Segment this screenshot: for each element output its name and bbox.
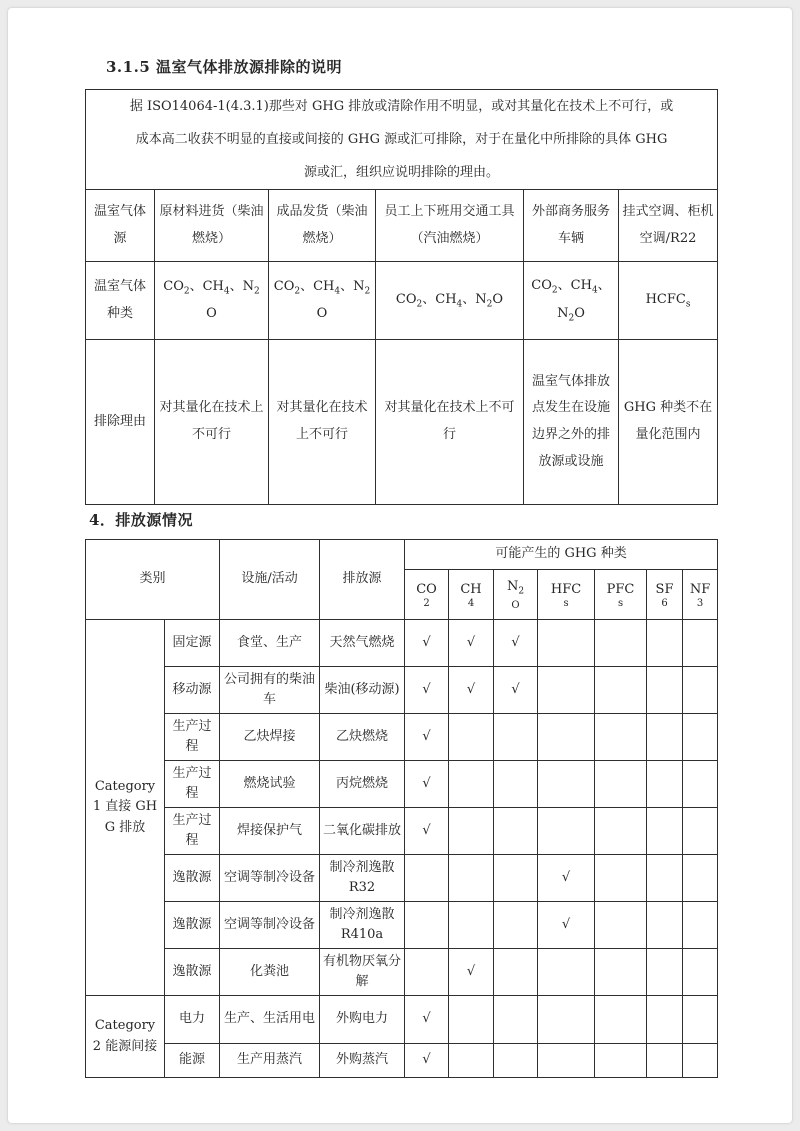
check-cell xyxy=(595,855,647,902)
emission-source-cell: 天然气燃烧 xyxy=(320,620,405,667)
source-type-cell: 移动源 xyxy=(165,667,220,714)
check-cell xyxy=(683,808,718,855)
check-cell xyxy=(494,761,538,808)
facility-cell: 生产、生活用电 xyxy=(220,996,320,1044)
table-row xyxy=(86,996,718,1044)
facility-cell: 食堂、生产 xyxy=(220,620,320,667)
check-cell xyxy=(683,996,718,1044)
gas-symbol: HFC xyxy=(550,581,582,597)
check-cell: √ xyxy=(538,855,595,902)
check-cell xyxy=(449,714,494,761)
ghg-source-cell: 员工上下班用交通工具（汽油燃烧） xyxy=(376,190,524,262)
exclusion-reason-cell: 对其量化在技术上不可行 xyxy=(376,340,524,505)
row-label-exclusion-reason: 排除理由 xyxy=(86,340,155,505)
table-row xyxy=(86,190,718,262)
check-cell xyxy=(683,761,718,808)
check-cell xyxy=(494,808,538,855)
check-cell xyxy=(647,714,683,761)
check-cell: √ xyxy=(494,620,538,667)
gas-subscript: O xyxy=(511,600,520,612)
table-row xyxy=(86,949,718,996)
check-cell: √ xyxy=(449,667,494,714)
exclusion-reason-cell: 对其量化在技术上不可行 xyxy=(269,340,376,505)
check-cell: √ xyxy=(405,1044,449,1078)
source-type-cell: 能源 xyxy=(165,1044,220,1078)
emission-source-table xyxy=(85,539,718,1078)
emission-source-cell: 外购蒸汽 xyxy=(320,1044,405,1078)
table-row xyxy=(86,90,718,190)
check-cell xyxy=(595,714,647,761)
check-cell xyxy=(449,1044,494,1078)
check-cell xyxy=(538,808,595,855)
facility-cell: 焊接保护气 xyxy=(220,808,320,855)
source-type-cell: 逸散源 xyxy=(165,855,220,902)
exclusion-reason-cell: 对其量化在技术上不可行 xyxy=(155,340,269,505)
col-header-n2o xyxy=(494,570,538,620)
check-cell xyxy=(494,855,538,902)
check-cell xyxy=(595,902,647,949)
check-cell xyxy=(405,902,449,949)
check-cell: √ xyxy=(449,620,494,667)
col-header-co2 xyxy=(405,570,449,620)
check-cell xyxy=(595,667,647,714)
gas-symbol: PFC xyxy=(606,581,635,597)
check-cell: √ xyxy=(494,667,538,714)
exclusion-table xyxy=(85,89,718,505)
check-cell xyxy=(683,620,718,667)
facility-cell: 空调等制冷设备 xyxy=(220,855,320,902)
ghg-species-cell: $CO_2$、$CH_4$、$N_2O$ xyxy=(155,262,269,340)
table-row xyxy=(86,855,718,902)
col-header-nf3 xyxy=(683,570,718,620)
check-cell xyxy=(683,714,718,761)
col-header-facility: 设施/活动 xyxy=(220,540,320,620)
gas-subscript: s xyxy=(563,597,569,609)
check-cell xyxy=(494,1044,538,1078)
col-header-ghg-group: 可能产生的 GHG 种类 xyxy=(405,540,718,570)
check-cell xyxy=(647,949,683,996)
facility-cell: 空调等制冷设备 xyxy=(220,902,320,949)
table-row xyxy=(86,262,718,340)
intro-line-3: 源或汇，组织应说明排除的理由。 xyxy=(304,165,500,180)
gas-symbol: NF xyxy=(689,581,711,597)
document-sheet xyxy=(7,7,793,1124)
check-cell xyxy=(538,761,595,808)
check-cell xyxy=(647,667,683,714)
col-header-hfcs xyxy=(538,570,595,620)
table-row xyxy=(86,902,718,949)
check-cell xyxy=(683,949,718,996)
check-cell xyxy=(538,620,595,667)
ghg-source-cell: 挂式空调、柜机空调/R22 xyxy=(619,190,718,262)
source-type-cell: 生产过程 xyxy=(165,714,220,761)
exclusion-reason-cell: 温室气体排放点发生在设施边界之外的排放源或设施 xyxy=(524,340,619,505)
emission-source-cell: 乙炔燃烧 xyxy=(320,714,405,761)
check-cell xyxy=(683,902,718,949)
ghg-species-cell: $HCFC_s$ xyxy=(619,262,718,340)
check-cell xyxy=(647,855,683,902)
gas-symbol: CH xyxy=(460,581,482,597)
facility-cell: 化粪池 xyxy=(220,949,320,996)
ghg-species-cell: $CO_2$、$CH_4$、$N_2O$ xyxy=(524,262,619,340)
emission-source-cell: 丙烷燃烧 xyxy=(320,761,405,808)
table-row xyxy=(86,1044,718,1078)
check-cell: √ xyxy=(449,949,494,996)
check-cell xyxy=(449,761,494,808)
row-label-ghg-species: 温室气体种类 xyxy=(86,262,155,340)
check-cell xyxy=(647,996,683,1044)
table-row xyxy=(86,667,718,714)
check-cell xyxy=(647,1044,683,1078)
ghg-species-cell: $CO_2$、$CH_4$、$N_2O$ xyxy=(269,262,376,340)
check-cell: √ xyxy=(405,808,449,855)
check-cell xyxy=(683,1044,718,1078)
gas-subscript: 4 xyxy=(467,597,475,609)
check-cell xyxy=(449,855,494,902)
facility-cell: 燃烧试验 xyxy=(220,761,320,808)
check-cell xyxy=(449,996,494,1044)
check-cell xyxy=(647,808,683,855)
check-cell xyxy=(494,902,538,949)
row-label-ghg-source: 温室气体源 xyxy=(86,190,155,262)
check-cell: √ xyxy=(405,714,449,761)
check-cell xyxy=(647,761,683,808)
emission-source-cell: 外购电力 xyxy=(320,996,405,1044)
source-type-cell: 逸散源 xyxy=(165,902,220,949)
check-cell xyxy=(595,620,647,667)
check-cell xyxy=(449,808,494,855)
gas-symbol: $N_2$ xyxy=(506,578,525,597)
emission-source-cell: 制冷剂逸散 R32 xyxy=(320,855,405,902)
intro-line-2: 成本高二收获不明显的直接或间接的 GHG 源或汇可排除，对于在量化中所排除的具体 GHG xyxy=(135,132,668,147)
check-cell: √ xyxy=(405,996,449,1044)
col-header-category: 类别 xyxy=(86,540,220,620)
check-cell: √ xyxy=(405,667,449,714)
col-header-sf6 xyxy=(647,570,683,620)
section-heading-4: 4．排放源情况 xyxy=(89,511,193,529)
emission-source-cell: 柴油(移动源) xyxy=(320,667,405,714)
source-type-cell: 生产过程 xyxy=(165,808,220,855)
gas-subscript: 2 xyxy=(423,597,430,609)
check-cell xyxy=(538,996,595,1044)
check-cell xyxy=(647,620,683,667)
check-cell xyxy=(494,714,538,761)
table-row xyxy=(86,761,718,808)
col-header-pfcs xyxy=(595,570,647,620)
source-type-cell: 固定源 xyxy=(165,620,220,667)
check-cell xyxy=(595,949,647,996)
facility-cell: 公司拥有的柴油车 xyxy=(220,667,320,714)
ghg-source-cell: 原材料进货（柴油燃烧） xyxy=(155,190,269,262)
category-2-cell: Category 2 能源间接 xyxy=(86,996,165,1078)
check-cell xyxy=(494,949,538,996)
check-cell: √ xyxy=(538,902,595,949)
table-row xyxy=(86,714,718,761)
check-cell xyxy=(647,902,683,949)
check-cell xyxy=(538,1044,595,1078)
emission-source-cell: 制冷剂逸散 R410a xyxy=(320,902,405,949)
check-cell xyxy=(683,855,718,902)
ghg-source-cell: 外部商务服务车辆 xyxy=(524,190,619,262)
gas-symbol: SF xyxy=(655,581,674,597)
check-cell xyxy=(405,949,449,996)
source-type-cell: 生产过程 xyxy=(165,761,220,808)
source-type-cell: 逸散源 xyxy=(165,949,220,996)
table-row xyxy=(86,620,718,667)
intro-line-1: 据 ISO14064-1(4.3.1)那些对 GHG 排放或清除作用不明显，或对其量化在技术上不可行，或 xyxy=(129,99,674,114)
check-cell xyxy=(538,714,595,761)
gas-subscript: 3 xyxy=(696,597,704,609)
check-cell: √ xyxy=(405,761,449,808)
facility-cell: 乙炔焊接 xyxy=(220,714,320,761)
col-header-source: 排放源 xyxy=(320,540,405,620)
check-cell xyxy=(405,855,449,902)
check-cell xyxy=(538,667,595,714)
check-cell xyxy=(595,761,647,808)
gas-subscript: 6 xyxy=(661,597,668,609)
table-row xyxy=(86,808,718,855)
check-cell: √ xyxy=(405,620,449,667)
gas-subscript: s xyxy=(617,597,624,609)
ghg-species-cell: $CO_2$、$CH_4$、$N_2O$ xyxy=(376,262,524,340)
section-heading-315: 3.1.5 温室气体排放源排除的说明 xyxy=(106,58,342,76)
exclusion-intro-cell xyxy=(86,90,718,190)
emission-source-cell: 二氧化碳排放 xyxy=(320,808,405,855)
check-cell xyxy=(595,996,647,1044)
exclusion-reason-cell: GHG 种类不在量化范围内 xyxy=(619,340,718,505)
check-cell xyxy=(449,902,494,949)
table-header-row xyxy=(86,540,718,570)
gas-symbol: CO xyxy=(416,581,437,597)
category-1-cell: Category 1 直接 GHG 排放 xyxy=(86,620,165,996)
check-cell xyxy=(683,667,718,714)
check-cell xyxy=(538,949,595,996)
ghg-source-cell: 成品发货（柴油燃烧） xyxy=(269,190,376,262)
check-cell xyxy=(595,1044,647,1078)
col-header-ch4 xyxy=(449,570,494,620)
check-cell xyxy=(595,808,647,855)
emission-source-cell: 有机物厌氧分解 xyxy=(320,949,405,996)
table-row xyxy=(86,340,718,505)
facility-cell: 生产用蒸汽 xyxy=(220,1044,320,1078)
check-cell xyxy=(494,996,538,1044)
source-type-cell: 电力 xyxy=(165,996,220,1044)
